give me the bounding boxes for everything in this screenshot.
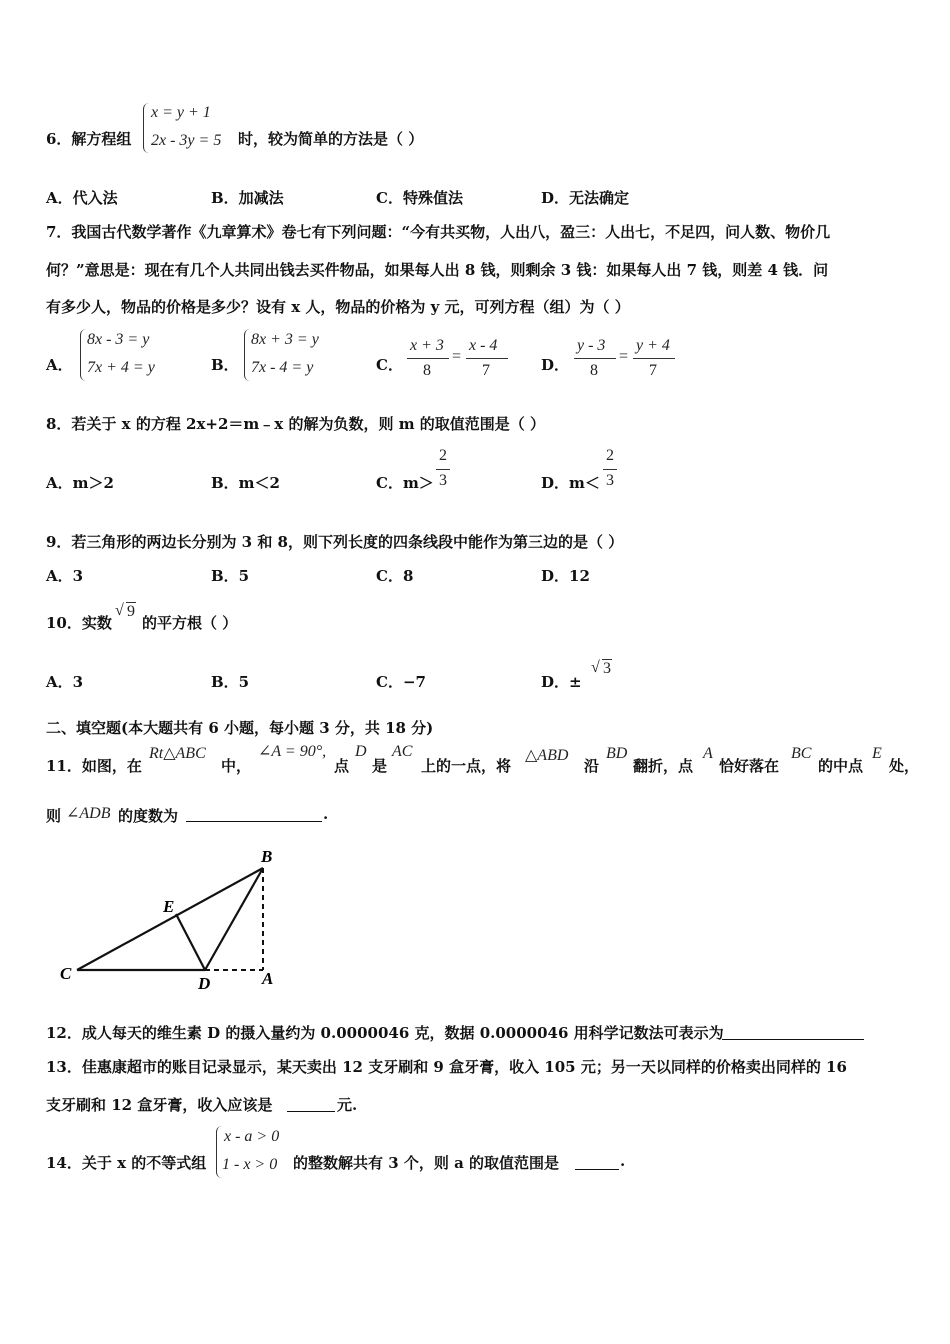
q7-option-d-num1: y - 3 [577,337,606,354]
q7-option-a-label: A． [46,356,73,374]
q7-option-d-den2: 7 [649,362,657,379]
q11-text-3: 是 [372,757,388,775]
q11-line2-suffix: 的度数为 [118,807,179,825]
section-2-title: 二、填空题(本大题共有 6 小题，每小题 3 分，共 18 分) [46,719,434,737]
q11-right-angle: ∠A = 90°, [258,743,327,760]
q10-suffix: 的平方根（ ） [142,614,238,632]
q11-text-6: 翻折，点 [633,757,694,775]
q14-inequality-2: 1 - x > 0 [222,1156,278,1173]
q7-option-a-eq1: 8x - 3 = y [87,331,150,348]
q9-option-c: C．8 [376,567,414,585]
q7-option-d-den1: 8 [590,362,598,379]
q7-line-3: 有多少人，物品的价格是多少？设有 x 人，物品的价格为 y 元，可列方程（组）为（ ） [46,298,630,316]
q14-answer-blank[interactable] [575,1152,619,1170]
q8-option-d-label: D．m＜ [541,474,600,492]
label-e: E [163,897,175,916]
q13-answer-blank[interactable] [287,1094,335,1112]
q11-text-1: 中， [221,757,252,775]
q11-segment-bd: BD [606,745,628,762]
q6-option-d: D．无法确定 [541,189,630,207]
q8-stem: 8．若关于 x 的方程 2x+2＝m﹣x 的解为负数，则 m 的取值范围是（ ） [46,415,546,433]
q7-option-a-brace [80,329,87,381]
q10-option-a: A．3 [46,673,84,691]
q10-prefix: 10．实数 [46,614,112,632]
q11-text-4: 上的一点，将 [421,757,512,775]
q14-suffix: 的整数解共有 3 个，则 a 的取值范围是 [293,1154,560,1172]
label-a: A [262,969,274,988]
q10-sqrt-sign: √ [115,602,124,619]
q8-option-d-denominator: 3 [606,472,614,489]
q11-number: 11．如图，在 [46,757,142,775]
q11-line2-prefix: 则 [46,807,62,825]
q8-option-a: A．m＞2 [46,474,114,492]
q6-suffix: 时，较为简单的方法是（ ） [238,130,424,148]
q11-angle-adb: ∠ADB [66,805,111,822]
q7-option-c-num2: x - 4 [469,337,498,354]
q6-option-a: A．代入法 [46,189,118,207]
q7-line-1: 7．我国古代数学著作《九章算术》卷七有下列问题：“今有共买物，人出八，盈三：人出七，不足四，问人数、物价几 [46,223,831,241]
q7-option-a-eq2: 7x + 4 = y [87,359,155,376]
q10-option-d-sqrt-sign: √ [591,659,600,676]
q7-option-c-den2: 7 [482,362,490,379]
q8-option-d-numerator: 2 [606,447,614,464]
q12-answer-blank[interactable] [722,1022,864,1040]
q7-option-b-eq1: 8x + 3 = y [251,331,319,348]
q11-text-7: 恰好落在 [719,757,780,775]
q7-option-d-equals: = [619,348,629,365]
segment-ed [176,914,205,970]
q11-triangle-figure [55,842,285,992]
q7-option-d-fraction-bar-1 [574,358,616,359]
q8-option-c-numerator: 2 [439,447,447,464]
q7-option-c-label: C． [376,356,403,374]
q7-option-d-num2: y + 4 [636,337,670,354]
q11-answer-blank[interactable] [186,805,322,822]
q10-option-c: C．−7 [376,673,426,691]
q6-prefix: 6．解方程组 [46,130,132,148]
q11-text-5: 沿 [584,757,600,775]
q8-option-d-fraction-bar [603,469,617,470]
q8-option-c-denominator: 3 [439,472,447,489]
q6-option-b: B．加减法 [211,189,284,207]
q11-segment-ac: AC [392,743,413,760]
q6-equation-1: x = y + 1 [151,104,211,121]
label-b: B [261,847,273,866]
q7-option-b-label: B． [211,356,239,374]
q8-option-c-label: C．m＞ [376,474,434,492]
q11-point-e: E [872,745,882,762]
q7-option-b-brace [244,329,251,381]
q6-brace [143,103,150,153]
q9-option-d: D．12 [541,567,590,585]
q14-inequality-1: x - a > 0 [224,1128,280,1145]
q11-text-8: 的中点 [818,757,864,775]
q6-option-c: C．特殊值法 [376,189,463,207]
q9-option-a: A．3 [46,567,84,585]
q11-point-a: A [703,745,713,762]
q11-point-d: D [355,743,367,760]
q14-end-period: . [620,1152,626,1170]
q11-text-9: 处， [889,757,920,775]
q8-option-c-fraction-bar [436,469,450,470]
q9-stem: 9．若三角形的两边长分别为 3 和 8，则下列长度的四条线段中能作为第三边的是（ ） [46,533,624,551]
q13-line-1: 13．佳惠康超市的账目记录显示，某天卖出 12 支牙刷和 9 盒牙膏，收入 105 元；另一天以同样的价格卖出同样的 16 [46,1058,847,1076]
q14-prefix: 14．关于 x 的不等式组 [46,1154,207,1172]
q7-option-c-num1: x + 3 [410,337,444,354]
label-c: C [60,964,72,983]
q7-option-d-label: D． [541,356,570,374]
q7-option-d-fraction-bar-2 [633,358,675,359]
q11-rt-triangle: Rt△ABC [149,745,206,762]
q11-triangle-abd: △ABD [525,747,569,764]
q10-option-b: B．5 [211,673,250,691]
q7-option-c-fraction-bar-2 [466,358,508,359]
q7-option-c-equals: = [452,348,462,365]
q7-option-b-eq2: 7x - 4 = y [251,359,314,376]
label-d: D [198,974,211,992]
q13-line2-suffix: 元. [337,1096,358,1114]
q8-option-b: B．m＜2 [211,474,280,492]
q10-radicand: 9 [127,603,135,620]
q11-end-period: . [323,805,329,823]
q6-equation-2: 2x - 3y = 5 [151,132,222,149]
q11-segment-bc: BC [791,745,812,762]
q7-option-c-fraction-bar-1 [407,358,449,359]
q12-stem: 12．成人每天的维生素 D 的摄入量约为 0.0000046 克，数据 0.0000046 用科学记数法可表示为 [46,1024,724,1042]
q10-option-d-radicand: 3 [603,660,611,677]
q7-line-2: 何？”意思是：现在有几个人共同出钱去买件物品，如果每人出 8 钱，则剩余 3 钱：如果每人出 7 钱，则差 4 钱．问 [46,261,829,279]
q9-option-b: B．5 [211,567,250,585]
q7-option-c-den1: 8 [423,362,431,379]
q13-line2-prefix: 支牙刷和 12 盒牙膏，收入应该是 [46,1096,273,1114]
q11-text-2: 点 [334,757,350,775]
q10-option-d-label: D．± [541,673,582,691]
